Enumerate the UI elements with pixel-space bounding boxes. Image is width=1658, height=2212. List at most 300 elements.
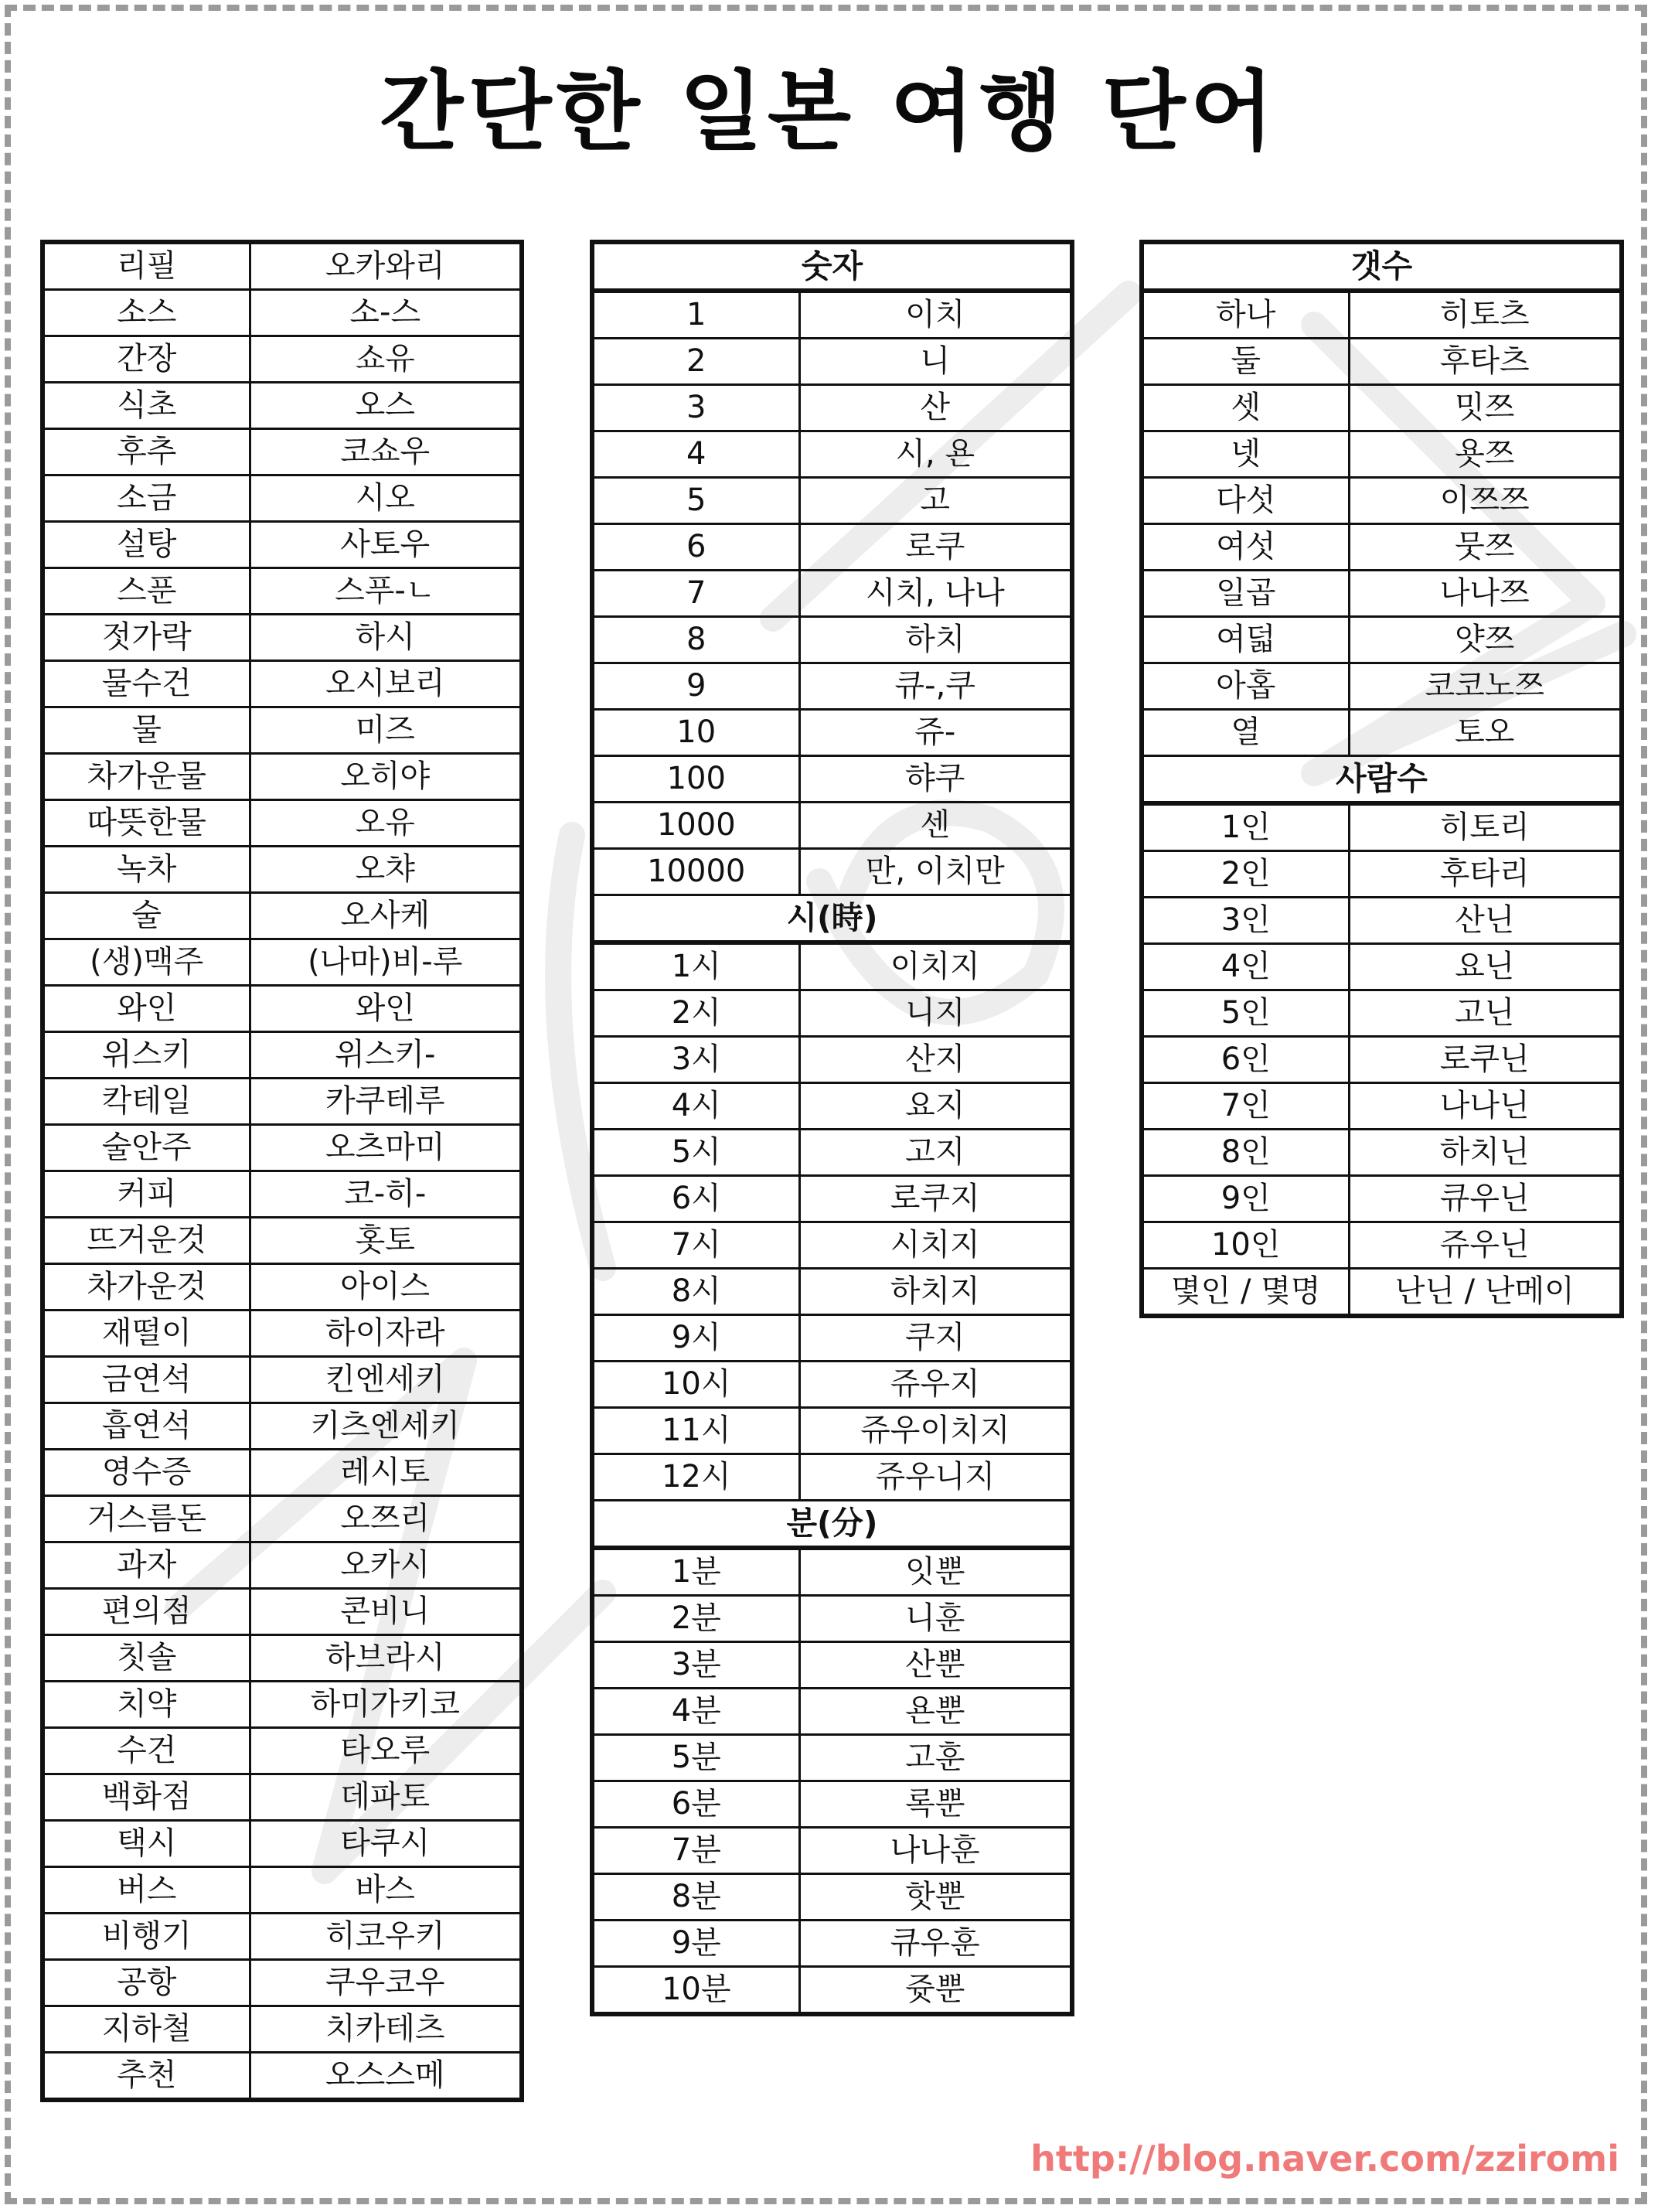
table-row: [592, 1454, 1072, 1501]
table-row: [1142, 1269, 1622, 1317]
table-row: [43, 242, 522, 290]
japanese-reading-cell: 토오: [1349, 710, 1622, 756]
table-row: [1142, 524, 1622, 571]
japanese-reading-cell: 오스: [250, 383, 522, 429]
korean-word-cell: 버스: [43, 1867, 250, 1914]
table-row: [43, 1635, 522, 1682]
table-row: [43, 383, 522, 429]
korean-word-cell: 칵테일: [43, 1079, 250, 1125]
japanese-reading-cell: 오유: [250, 800, 522, 847]
japanese-reading-cell: 록뿐: [799, 1781, 1072, 1828]
korean-word-cell: 위스키: [43, 1032, 250, 1079]
japanese-reading-cell: 사토우: [250, 522, 522, 568]
korean-word-cell: 1: [592, 291, 799, 339]
japanese-reading-cell: 하치닌: [1349, 1130, 1622, 1176]
table-row: [592, 1828, 1072, 1874]
japanese-reading-cell: 오카시: [250, 1542, 522, 1589]
table-row: [1142, 898, 1622, 944]
korean-word-cell: 1000: [592, 803, 799, 849]
japanese-reading-cell: 시오: [250, 475, 522, 522]
table-row: [43, 661, 522, 707]
korean-word-cell: 편의점: [43, 1589, 250, 1635]
table-row: [43, 475, 522, 522]
korean-word-cell: 8인: [1142, 1130, 1349, 1176]
table-row: [592, 1921, 1072, 1967]
korean-word-cell: 7시: [592, 1222, 799, 1269]
korean-word-cell: 11시: [592, 1408, 799, 1454]
table-row: [1142, 385, 1622, 431]
korean-word-cell: 다섯: [1142, 478, 1349, 524]
korean-word-cell: 8: [592, 617, 799, 663]
table-row: [43, 1450, 522, 1496]
korean-word-cell: 6시: [592, 1176, 799, 1222]
korean-word-cell: 4: [592, 431, 799, 478]
table-row: [592, 1037, 1072, 1083]
table-row: [1142, 803, 1622, 851]
korean-word-cell: 7: [592, 571, 799, 617]
korean-word-cell: 6분: [592, 1781, 799, 1828]
japanese-reading-cell: 이치: [799, 291, 1072, 339]
japanese-reading-cell: 니: [799, 339, 1072, 385]
japanese-reading-cell: 산지: [799, 1037, 1072, 1083]
korean-word-cell: 10000: [592, 849, 799, 895]
korean-word-cell: 택시: [43, 1821, 250, 1867]
korean-word-cell: 3인: [1142, 898, 1349, 944]
korean-word-cell: 후추: [43, 429, 250, 475]
korean-word-cell: 2: [592, 339, 799, 385]
footer-blog-url: http://blog.naver.com/zziromi: [1030, 2138, 1619, 2180]
table-row: [43, 568, 522, 615]
japanese-reading-cell: 니훈: [799, 1596, 1072, 1642]
japanese-reading-cell: 산: [799, 385, 1072, 431]
japanese-reading-cell: 핫뿐: [799, 1874, 1072, 1921]
section-header: 시(時): [592, 895, 1072, 943]
japanese-reading-cell: 쥬-: [799, 710, 1072, 756]
japanese-reading-cell: 요닌: [1349, 944, 1622, 990]
table-row: [43, 1310, 522, 1357]
korean-word-cell: 둘: [1142, 339, 1349, 385]
section-header-row: [1142, 756, 1622, 804]
japanese-reading-cell: 고닌: [1349, 990, 1622, 1037]
korean-word-cell: 3시: [592, 1037, 799, 1083]
table-row: [1142, 851, 1622, 898]
japanese-reading-cell: (나마)비-루: [250, 939, 522, 986]
japanese-reading-cell: 만, 이치만: [799, 849, 1072, 895]
table-row: [592, 1735, 1072, 1781]
table-row: [592, 1130, 1072, 1176]
table-row: [43, 1496, 522, 1542]
table-row: [1142, 339, 1622, 385]
japanese-reading-cell: 시치, 나나: [799, 571, 1072, 617]
korean-word-cell: 몇인 / 몇명: [1142, 1269, 1349, 1317]
japanese-reading-cell: 하이자라: [250, 1310, 522, 1357]
table-row: [592, 1874, 1072, 1921]
table-row: [1142, 710, 1622, 756]
table-row: [592, 1269, 1072, 1315]
japanese-reading-cell: 이치지: [799, 942, 1072, 990]
korean-word-cell: 열: [1142, 710, 1349, 756]
korean-word-cell: 7인: [1142, 1083, 1349, 1130]
table-row: [43, 1774, 522, 1821]
korean-word-cell: 재떨이: [43, 1310, 250, 1357]
table-row: [592, 1315, 1072, 1362]
korean-word-cell: 8분: [592, 1874, 799, 1921]
korean-word-cell: 수건: [43, 1728, 250, 1774]
korean-word-cell: 3: [592, 385, 799, 431]
section-header-row: [1142, 242, 1622, 291]
japanese-reading-cell: 쇼유: [250, 336, 522, 383]
korean-word-cell: 2인: [1142, 851, 1349, 898]
korean-word-cell: 흡연석: [43, 1403, 250, 1450]
korean-word-cell: 5시: [592, 1130, 799, 1176]
table-row: [43, 1357, 522, 1403]
korean-word-cell: 커피: [43, 1171, 250, 1218]
table-row: [1142, 617, 1622, 663]
korean-word-cell: 비행기: [43, 1914, 250, 1960]
japanese-reading-cell: 코쇼우: [250, 429, 522, 475]
korean-word-cell: 6: [592, 524, 799, 571]
japanese-reading-cell: 미즈: [250, 707, 522, 754]
table-row: [592, 1967, 1072, 2015]
japanese-reading-cell: 타오루: [250, 1728, 522, 1774]
japanese-reading-cell: 센: [799, 803, 1072, 849]
table-row: [592, 849, 1072, 895]
japanese-reading-cell: 오츠마미: [250, 1125, 522, 1171]
section-header-row: [592, 1501, 1072, 1549]
table-row: [43, 1682, 522, 1728]
japanese-reading-cell: 오카와리: [250, 242, 522, 290]
japanese-reading-cell: 하치지: [799, 1269, 1072, 1315]
japanese-reading-cell: 오히야: [250, 754, 522, 800]
table-row: [43, 1542, 522, 1589]
japanese-reading-cell: 하시: [250, 615, 522, 661]
japanese-reading-cell: 스푸-ㄴ: [250, 568, 522, 615]
japanese-reading-cell: 데파토: [250, 1774, 522, 1821]
section-header: 사람수: [1142, 756, 1622, 804]
japanese-reading-cell: 치카테츠: [250, 2006, 522, 2053]
korean-word-cell: 여덟: [1142, 617, 1349, 663]
japanese-reading-cell: 산닌: [1349, 898, 1622, 944]
korean-word-cell: 10시: [592, 1362, 799, 1408]
table-row: [43, 1403, 522, 1450]
korean-word-cell: 9인: [1142, 1176, 1349, 1222]
japanese-reading-cell: 로쿠닌: [1349, 1037, 1622, 1083]
table-body: [43, 242, 522, 2100]
table-row: [43, 290, 522, 336]
table-row: [43, 1171, 522, 1218]
korean-word-cell: 칫솔: [43, 1635, 250, 1682]
japanese-reading-cell: 얏쯔: [1349, 617, 1622, 663]
japanese-reading-cell: 킨엔세키: [250, 1357, 522, 1403]
table-row: [1142, 944, 1622, 990]
japanese-reading-cell: 히코우키: [250, 1914, 522, 1960]
table-row: [43, 847, 522, 893]
korean-word-cell: 4인: [1142, 944, 1349, 990]
table-row: [43, 1821, 522, 1867]
korean-word-cell: 술: [43, 893, 250, 939]
japanese-reading-cell: 코-히-: [250, 1171, 522, 1218]
korean-word-cell: 금연석: [43, 1357, 250, 1403]
korean-word-cell: 술안주: [43, 1125, 250, 1171]
table-row: [592, 339, 1072, 385]
japanese-reading-cell: 오쯔리: [250, 1496, 522, 1542]
korean-word-cell: 소스: [43, 290, 250, 336]
japanese-reading-cell: 큐우훈: [799, 1921, 1072, 1967]
korean-word-cell: 6인: [1142, 1037, 1349, 1083]
japanese-reading-cell: 쿠지: [799, 1315, 1072, 1362]
table-row: [1142, 431, 1622, 478]
table-row: [43, 1079, 522, 1125]
japanese-reading-cell: 잇뿐: [799, 1548, 1072, 1596]
japanese-reading-cell: 밋쯔: [1349, 385, 1622, 431]
japanese-reading-cell: 후타츠: [1349, 339, 1622, 385]
japanese-reading-cell: 뭇쯔: [1349, 524, 1622, 571]
korean-word-cell: 셋: [1142, 385, 1349, 431]
korean-word-cell: 9분: [592, 1921, 799, 1967]
japanese-reading-cell: 타쿠시: [250, 1821, 522, 1867]
japanese-reading-cell: 나나훈: [799, 1828, 1072, 1874]
korean-word-cell: 4시: [592, 1083, 799, 1130]
japanese-reading-cell: 홋토: [250, 1218, 522, 1264]
table-row: [592, 1642, 1072, 1689]
table-row: [43, 1589, 522, 1635]
table-row: [1142, 291, 1622, 339]
table-row: [592, 431, 1072, 478]
table-row: [1142, 571, 1622, 617]
table-row: [592, 942, 1072, 990]
korean-word-cell: 10: [592, 710, 799, 756]
table-row: [592, 1222, 1072, 1269]
table-row: [592, 1548, 1072, 1596]
japanese-reading-cell: 시, 욘: [799, 431, 1072, 478]
table-row: [43, 800, 522, 847]
korean-word-cell: 7분: [592, 1828, 799, 1874]
section-header-row: [592, 242, 1072, 291]
japanese-reading-cell: 로쿠: [799, 524, 1072, 571]
table-row: [592, 1781, 1072, 1828]
japanese-reading-cell: 고: [799, 478, 1072, 524]
table-row: [1142, 1176, 1622, 1222]
korean-word-cell: 10인: [1142, 1222, 1349, 1269]
japanese-reading-cell: 오스스메: [250, 2053, 522, 2101]
korean-word-cell: 일곱: [1142, 571, 1349, 617]
japanese-reading-cell: 산뿐: [799, 1642, 1072, 1689]
page-title: 간단한 일본 여행 단어: [380, 62, 1278, 162]
japanese-reading-cell: 코코노쯔: [1349, 663, 1622, 710]
japanese-reading-cell: 콘비니: [250, 1589, 522, 1635]
japanese-reading-cell: 오사케: [250, 893, 522, 939]
korean-word-cell: 9: [592, 663, 799, 710]
table-row: [43, 429, 522, 475]
table-numbers-time: [590, 240, 1074, 2016]
table-row: [592, 478, 1072, 524]
korean-word-cell: 과자: [43, 1542, 250, 1589]
table-row: [43, 707, 522, 754]
japanese-reading-cell: 위스키-: [250, 1032, 522, 1079]
korean-word-cell: 간장: [43, 336, 250, 383]
japanese-reading-cell: 큐-,쿠: [799, 663, 1072, 710]
section-header: 숫자: [592, 242, 1072, 291]
table-row: [592, 1362, 1072, 1408]
japanese-reading-cell: 바스: [250, 1867, 522, 1914]
japanese-reading-cell: 쿠우코우: [250, 1960, 522, 2006]
korean-word-cell: 4분: [592, 1689, 799, 1735]
korean-word-cell: 2시: [592, 990, 799, 1037]
table-row: [43, 522, 522, 568]
table-row: [592, 1176, 1072, 1222]
japanese-reading-cell: 레시토: [250, 1450, 522, 1496]
table-row: [592, 571, 1072, 617]
table-row: [43, 986, 522, 1032]
japanese-reading-cell: 난닌 / 난메이: [1349, 1269, 1622, 1317]
korean-word-cell: 백화점: [43, 1774, 250, 1821]
korean-word-cell: 스푼: [43, 568, 250, 615]
table-row: [43, 1728, 522, 1774]
korean-word-cell: 5인: [1142, 990, 1349, 1037]
korean-word-cell: (생)맥주: [43, 939, 250, 986]
korean-word-cell: 차가운물: [43, 754, 250, 800]
korean-word-cell: 영수증: [43, 1450, 250, 1496]
section-header-row: [592, 895, 1072, 943]
korean-word-cell: 소금: [43, 475, 250, 522]
korean-word-cell: 차가운것: [43, 1264, 250, 1310]
japanese-reading-cell: 하브라시: [250, 1635, 522, 1682]
table-row: [592, 1596, 1072, 1642]
japanese-reading-cell: 카쿠테루: [250, 1079, 522, 1125]
japanese-reading-cell: 시치지: [799, 1222, 1072, 1269]
table-row: [43, 754, 522, 800]
japanese-reading-cell: 쥬우니지: [799, 1454, 1072, 1501]
table-row: [1142, 1130, 1622, 1176]
table-row: [43, 2006, 522, 2053]
section-header: 갯수: [1142, 242, 1622, 291]
table-row: [592, 524, 1072, 571]
japanese-reading-cell: 고훈: [799, 1735, 1072, 1781]
table-row: [592, 990, 1072, 1037]
japanese-reading-cell: 히토츠: [1349, 291, 1622, 339]
japanese-reading-cell: 하치: [799, 617, 1072, 663]
korean-word-cell: 식초: [43, 383, 250, 429]
table-row: [592, 1689, 1072, 1735]
korean-word-cell: 치약: [43, 1682, 250, 1728]
korean-word-cell: 1분: [592, 1548, 799, 1596]
korean-word-cell: 8시: [592, 1269, 799, 1315]
korean-word-cell: 설탕: [43, 522, 250, 568]
table-row: [43, 1960, 522, 2006]
japanese-reading-cell: 쥿뿐: [799, 1967, 1072, 2015]
japanese-reading-cell: 쥬우지: [799, 1362, 1072, 1408]
korean-word-cell: 아홉: [1142, 663, 1349, 710]
table-body: [1142, 242, 1622, 1316]
korean-word-cell: 녹차: [43, 847, 250, 893]
table-row: [592, 1408, 1072, 1454]
korean-word-cell: 지하철: [43, 2006, 250, 2053]
table-row: [43, 1218, 522, 1264]
table-row: [43, 939, 522, 986]
korean-word-cell: 리필: [43, 242, 250, 290]
section-header: 분(分): [592, 1501, 1072, 1549]
japanese-reading-cell: 이쯔쯔: [1349, 478, 1622, 524]
table-row: [43, 893, 522, 939]
table-row: [43, 615, 522, 661]
table-row: [592, 385, 1072, 431]
table-row: [1142, 478, 1622, 524]
japanese-reading-cell: 욧쯔: [1349, 431, 1622, 478]
korean-word-cell: 뜨거운것: [43, 1218, 250, 1264]
korean-word-cell: 공항: [43, 1960, 250, 2006]
japanese-reading-cell: 욘뿐: [799, 1689, 1072, 1735]
japanese-reading-cell: 오챠: [250, 847, 522, 893]
korean-word-cell: 9시: [592, 1315, 799, 1362]
japanese-reading-cell: 쥬우이치지: [799, 1408, 1072, 1454]
japanese-reading-cell: 히토리: [1349, 803, 1622, 851]
korean-word-cell: 따뜻한물: [43, 800, 250, 847]
japanese-reading-cell: 고지: [799, 1130, 1072, 1176]
korean-word-cell: 물수건: [43, 661, 250, 707]
table-row: [43, 1867, 522, 1914]
japanese-reading-cell: 나나닌: [1349, 1083, 1622, 1130]
table-row: [592, 617, 1072, 663]
table-body: [592, 242, 1072, 2014]
table-row: [43, 336, 522, 383]
korean-word-cell: 10분: [592, 1967, 799, 2015]
korean-word-cell: 하나: [1142, 291, 1349, 339]
japanese-reading-cell: 소-스: [250, 290, 522, 336]
korean-word-cell: 와인: [43, 986, 250, 1032]
japanese-reading-cell: 요지: [799, 1083, 1072, 1130]
table-row: [1142, 1083, 1622, 1130]
japanese-reading-cell: 와인: [250, 986, 522, 1032]
korean-word-cell: 추천: [43, 2053, 250, 2101]
table-row: [592, 1083, 1072, 1130]
table-row: [1142, 1037, 1622, 1083]
korean-word-cell: 1인: [1142, 803, 1349, 851]
korean-word-cell: 3분: [592, 1642, 799, 1689]
korean-word-cell: 5분: [592, 1735, 799, 1781]
japanese-reading-cell: 키츠엔세키: [250, 1403, 522, 1450]
korean-word-cell: 물: [43, 707, 250, 754]
japanese-reading-cell: 니지: [799, 990, 1072, 1037]
table-row: [1142, 990, 1622, 1037]
japanese-reading-cell: 쥬우닌: [1349, 1222, 1622, 1269]
korean-word-cell: 1시: [592, 942, 799, 990]
table-row: [43, 1125, 522, 1171]
japanese-reading-cell: 아이스: [250, 1264, 522, 1310]
table-row: [592, 291, 1072, 339]
korean-word-cell: 12시: [592, 1454, 799, 1501]
korean-word-cell: 거스름돈: [43, 1496, 250, 1542]
korean-word-cell: 젓가락: [43, 615, 250, 661]
table-row: [592, 803, 1072, 849]
japanese-reading-cell: 오시보리: [250, 661, 522, 707]
japanese-reading-cell: 하미가키코: [250, 1682, 522, 1728]
table-general-words: [40, 240, 524, 2102]
korean-word-cell: 5: [592, 478, 799, 524]
table-row: [592, 663, 1072, 710]
table-row: [592, 710, 1072, 756]
table-row: [1142, 663, 1622, 710]
table-row: [43, 1264, 522, 1310]
korean-word-cell: 넷: [1142, 431, 1349, 478]
japanese-reading-cell: 로쿠지: [799, 1176, 1072, 1222]
korean-word-cell: 2분: [592, 1596, 799, 1642]
table-counters-people: [1139, 240, 1624, 1318]
table-row: [592, 756, 1072, 803]
table-row: [43, 2053, 522, 2101]
table-row: [43, 1914, 522, 1960]
table-row: [43, 1032, 522, 1079]
japanese-reading-cell: 햐쿠: [799, 756, 1072, 803]
